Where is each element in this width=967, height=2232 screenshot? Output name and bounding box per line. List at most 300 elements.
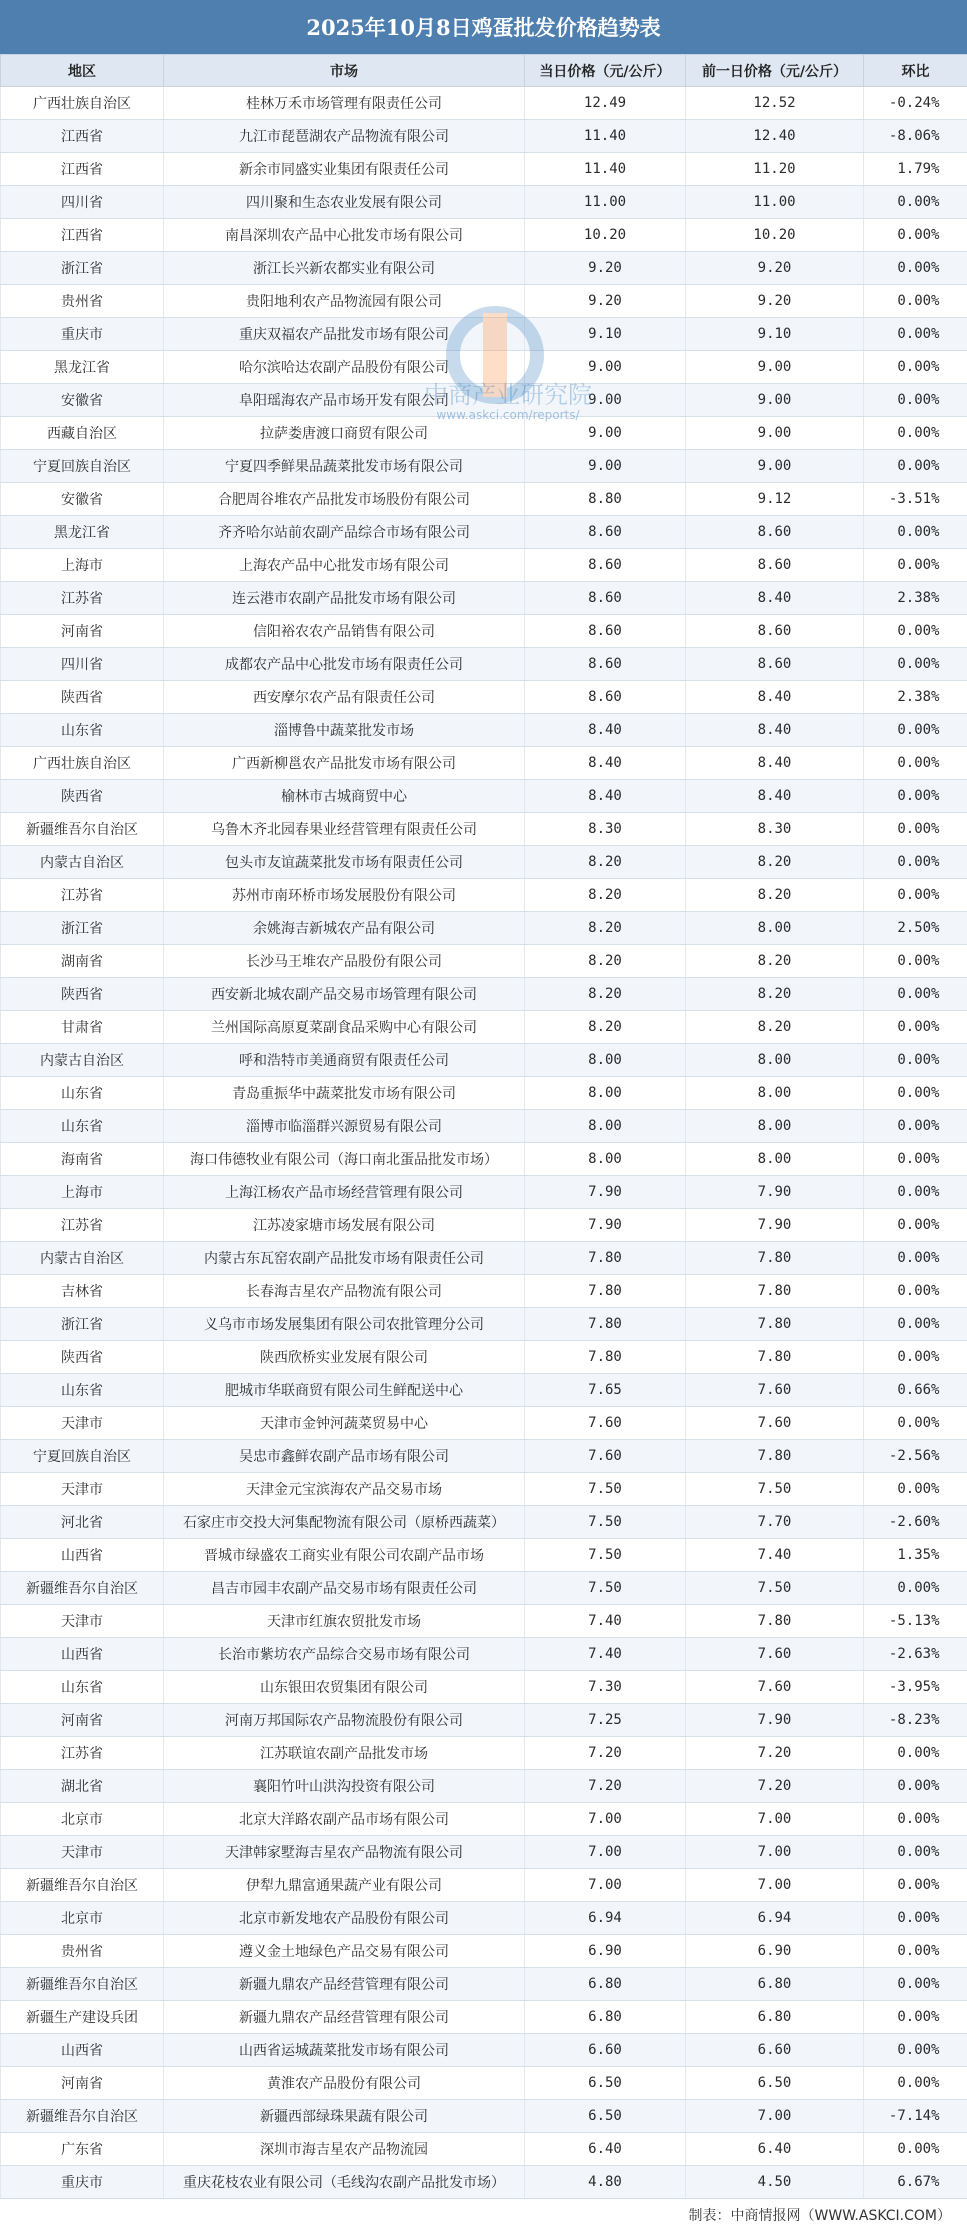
cell-prev-price: 8.60 [686, 549, 864, 582]
cell-prev-price: 7.50 [686, 1473, 864, 1506]
cell-change: -2.56% [864, 1440, 967, 1473]
cell-change: 0.00% [864, 516, 967, 549]
cell-prev-price: 6.94 [686, 1902, 864, 1935]
table-row [1, 1209, 967, 1242]
table-row [1, 1341, 967, 1374]
column-header-market: 市场 [164, 55, 525, 87]
cell-today-price: 7.00 [525, 1836, 686, 1869]
cell-change: 0.00% [864, 2133, 967, 2166]
cell-region: 山东省 [1, 714, 164, 747]
cell-change: 2.50% [864, 912, 967, 945]
cell-region: 四川省 [1, 186, 164, 219]
cell-change: 0.00% [864, 1209, 967, 1242]
cell-market: 伊犁九鼎富通果蔬产业有限公司 [164, 1869, 525, 1902]
cell-today-price: 8.60 [525, 681, 686, 714]
cell-market: 拉萨娄唐渡口商贸有限公司 [164, 417, 525, 450]
cell-prev-price: 7.80 [686, 1440, 864, 1473]
cell-region: 新疆维吾尔自治区 [1, 2100, 164, 2133]
table-row [1, 978, 967, 1011]
table-row [1, 879, 967, 912]
cell-change: 0.00% [864, 2001, 967, 2034]
cell-region: 安徽省 [1, 483, 164, 516]
cell-market: 新疆九鼎农产品经营管理有限公司 [164, 2001, 525, 2034]
cell-change: 0.00% [864, 1869, 967, 1902]
cell-region: 新疆生产建设兵团 [1, 2001, 164, 2034]
cell-change: -2.63% [864, 1638, 967, 1671]
cell-market: 上海江杨农产品市场经营管理有限公司 [164, 1176, 525, 1209]
cell-change: 0.00% [864, 318, 967, 351]
cell-change: 0.00% [864, 1143, 967, 1176]
cell-today-price: 8.60 [525, 582, 686, 615]
cell-region: 山东省 [1, 1077, 164, 1110]
cell-market: 北京市新发地农产品股份有限公司 [164, 1902, 525, 1935]
table-row [1, 1572, 967, 1605]
cell-change: -0.24% [864, 87, 967, 120]
table-row [1, 1473, 967, 1506]
cell-prev-price: 7.00 [686, 1869, 864, 1902]
cell-region: 西藏自治区 [1, 417, 164, 450]
cell-change: 0.00% [864, 1770, 967, 1803]
cell-region: 山西省 [1, 1539, 164, 1572]
cell-today-price: 7.80 [525, 1242, 686, 1275]
table-row [1, 516, 967, 549]
cell-prev-price: 9.20 [686, 285, 864, 318]
cell-prev-price: 8.40 [686, 681, 864, 714]
table-row [1, 1869, 967, 1902]
cell-market: 石家庄市交投大河集配物流有限公司（原桥西蔬菜） [164, 1506, 525, 1539]
cell-change: 0.00% [864, 1011, 967, 1044]
table-row [1, 912, 967, 945]
table-row [1, 87, 967, 120]
table-row [1, 1638, 967, 1671]
cell-prev-price: 7.80 [686, 1275, 864, 1308]
cell-change: 0.00% [864, 186, 967, 219]
cell-region: 天津市 [1, 1473, 164, 1506]
cell-today-price: 10.20 [525, 219, 686, 252]
cell-change: 0.00% [864, 1341, 967, 1374]
cell-region: 黑龙江省 [1, 351, 164, 384]
cell-prev-price: 7.90 [686, 1176, 864, 1209]
cell-prev-price: 11.00 [686, 186, 864, 219]
cell-today-price: 8.20 [525, 945, 686, 978]
cell-prev-price: 9.00 [686, 417, 864, 450]
cell-region: 山东省 [1, 1110, 164, 1143]
cell-today-price: 8.60 [525, 516, 686, 549]
cell-market: 呼和浩特市美通商贸有限责任公司 [164, 1044, 525, 1077]
cell-region: 新疆维吾尔自治区 [1, 1968, 164, 2001]
table-row [1, 186, 967, 219]
cell-today-price: 11.40 [525, 153, 686, 186]
cell-change: 1.35% [864, 1539, 967, 1572]
column-header-prev-price: 前一日价格（元/公斤） [686, 55, 864, 87]
cell-change: 6.67% [864, 2166, 967, 2199]
cell-change: 0.00% [864, 648, 967, 681]
cell-change: 0.00% [864, 1407, 967, 1440]
cell-prev-price: 8.20 [686, 879, 864, 912]
cell-prev-price: 7.60 [686, 1407, 864, 1440]
cell-prev-price: 7.60 [686, 1374, 864, 1407]
cell-change: 0.00% [864, 747, 967, 780]
column-header-region: 地区 [1, 55, 164, 87]
cell-change: -3.95% [864, 1671, 967, 1704]
cell-today-price: 6.90 [525, 1935, 686, 1968]
table-row [1, 219, 967, 252]
cell-prev-price: 8.40 [686, 747, 864, 780]
cell-prev-price: 6.50 [686, 2067, 864, 2100]
cell-market: 江苏联谊农副产品批发市场 [164, 1737, 525, 1770]
table-row [1, 681, 967, 714]
cell-prev-price: 10.20 [686, 219, 864, 252]
table-row [1, 1440, 967, 1473]
cell-market: 遵义金土地绿色产品交易有限公司 [164, 1935, 525, 1968]
cell-region: 吉林省 [1, 1275, 164, 1308]
cell-market: 吴忠市鑫鲜农副产品市场有限公司 [164, 1440, 525, 1473]
cell-today-price: 9.00 [525, 351, 686, 384]
cell-today-price: 7.80 [525, 1308, 686, 1341]
cell-today-price: 8.00 [525, 1110, 686, 1143]
cell-prev-price: 9.00 [686, 384, 864, 417]
cell-today-price: 7.20 [525, 1770, 686, 1803]
cell-region: 上海市 [1, 549, 164, 582]
cell-change: 0.00% [864, 1077, 967, 1110]
cell-today-price: 7.65 [525, 1374, 686, 1407]
cell-today-price: 12.49 [525, 87, 686, 120]
cell-region: 陕西省 [1, 978, 164, 1011]
cell-today-price: 8.20 [525, 846, 686, 879]
table-row [1, 2034, 967, 2067]
cell-today-price: 8.30 [525, 813, 686, 846]
cell-change: -8.23% [864, 1704, 967, 1737]
cell-region: 江苏省 [1, 582, 164, 615]
cell-market: 北京大洋路农副产品市场有限公司 [164, 1803, 525, 1836]
table-row [1, 2100, 967, 2133]
cell-change: 0.00% [864, 780, 967, 813]
cell-change: 0.66% [864, 1374, 967, 1407]
cell-region: 北京市 [1, 1803, 164, 1836]
cell-prev-price: 8.40 [686, 582, 864, 615]
cell-change: 0.00% [864, 351, 967, 384]
cell-today-price: 9.00 [525, 450, 686, 483]
cell-change: 0.00% [864, 945, 967, 978]
cell-today-price: 8.80 [525, 483, 686, 516]
cell-today-price: 7.50 [525, 1572, 686, 1605]
cell-today-price: 7.20 [525, 1737, 686, 1770]
cell-prev-price: 12.52 [686, 87, 864, 120]
table-row [1, 153, 967, 186]
cell-prev-price: 12.40 [686, 120, 864, 153]
cell-today-price: 7.40 [525, 1638, 686, 1671]
source-note: 制表：中商情报网（WWW.ASKCI.COM） [688, 2208, 951, 2224]
cell-today-price: 7.80 [525, 1341, 686, 1374]
cell-today-price: 7.60 [525, 1407, 686, 1440]
cell-prev-price: 7.90 [686, 1209, 864, 1242]
cell-market: 信阳裕农农产品销售有限公司 [164, 615, 525, 648]
cell-change: 0.00% [864, 1572, 967, 1605]
cell-region: 广东省 [1, 2133, 164, 2166]
cell-prev-price: 9.10 [686, 318, 864, 351]
cell-region: 四川省 [1, 648, 164, 681]
cell-prev-price: 7.20 [686, 1770, 864, 1803]
cell-region: 宁夏回族自治区 [1, 1440, 164, 1473]
cell-prev-price: 6.60 [686, 2034, 864, 2067]
table-title: 2025年10月8日鸡蛋批发价格趋势表 [0, 0, 967, 54]
cell-change: 0.00% [864, 252, 967, 285]
table-row [1, 1242, 967, 1275]
cell-prev-price: 8.00 [686, 1110, 864, 1143]
cell-market: 新余市同盛实业集团有限责任公司 [164, 153, 525, 186]
cell-market: 浙江长兴新农都实业有限公司 [164, 252, 525, 285]
cell-market: 江苏凌家塘市场发展有限公司 [164, 1209, 525, 1242]
cell-prev-price: 9.00 [686, 450, 864, 483]
cell-prev-price: 7.00 [686, 2100, 864, 2133]
table-row [1, 1605, 967, 1638]
cell-region: 贵州省 [1, 1935, 164, 1968]
cell-region: 江苏省 [1, 1209, 164, 1242]
cell-prev-price: 8.00 [686, 1044, 864, 1077]
cell-prev-price: 11.20 [686, 153, 864, 186]
cell-today-price: 6.94 [525, 1902, 686, 1935]
cell-change: -2.60% [864, 1506, 967, 1539]
table-row [1, 2133, 967, 2166]
cell-today-price: 8.20 [525, 879, 686, 912]
cell-prev-price: 8.20 [686, 945, 864, 978]
cell-today-price: 6.80 [525, 1968, 686, 2001]
cell-today-price: 9.20 [525, 285, 686, 318]
cell-market: 山西省运城蔬菜批发市场有限公司 [164, 2034, 525, 2067]
cell-today-price: 7.40 [525, 1605, 686, 1638]
cell-prev-price: 7.00 [686, 1836, 864, 1869]
cell-change: 0.00% [864, 1902, 967, 1935]
cell-region: 陕西省 [1, 1341, 164, 1374]
cell-region: 江西省 [1, 219, 164, 252]
cell-today-price: 9.00 [525, 417, 686, 450]
cell-market: 西安新北城农副产品交易市场管理有限公司 [164, 978, 525, 1011]
cell-today-price: 6.60 [525, 2034, 686, 2067]
cell-region: 天津市 [1, 1605, 164, 1638]
cell-market: 兰州国际高原夏菜副食品采购中心有限公司 [164, 1011, 525, 1044]
cell-prev-price: 6.80 [686, 2001, 864, 2034]
cell-change: 0.00% [864, 879, 967, 912]
cell-region: 安徽省 [1, 384, 164, 417]
cell-today-price: 8.40 [525, 780, 686, 813]
cell-today-price: 9.00 [525, 384, 686, 417]
cell-market: 淄博鲁中蔬菜批发市场 [164, 714, 525, 747]
cell-prev-price: 8.00 [686, 1077, 864, 1110]
cell-today-price: 9.20 [525, 252, 686, 285]
cell-change: 0.00% [864, 450, 967, 483]
cell-prev-price: 7.80 [686, 1308, 864, 1341]
cell-prev-price: 7.90 [686, 1704, 864, 1737]
cell-market: 重庆双福农产品批发市场有限公司 [164, 318, 525, 351]
column-header-today-price: 当日价格（元/公斤） [525, 55, 686, 87]
cell-change: 0.00% [864, 1275, 967, 1308]
cell-change: 0.00% [864, 549, 967, 582]
table-row [1, 120, 967, 153]
cell-today-price: 6.50 [525, 2067, 686, 2100]
cell-market: 苏州市南环桥市场发展股份有限公司 [164, 879, 525, 912]
cell-prev-price: 7.80 [686, 1341, 864, 1374]
cell-market: 南昌深圳农产品中心批发市场有限公司 [164, 219, 525, 252]
cell-today-price: 7.50 [525, 1506, 686, 1539]
cell-prev-price: 7.40 [686, 1539, 864, 1572]
cell-region: 重庆市 [1, 2166, 164, 2199]
cell-region: 贵州省 [1, 285, 164, 318]
cell-prev-price: 7.50 [686, 1572, 864, 1605]
cell-region: 湖北省 [1, 1770, 164, 1803]
cell-region: 河南省 [1, 1704, 164, 1737]
table-row [1, 2166, 967, 2199]
cell-market: 深圳市海吉星农产品物流园 [164, 2133, 525, 2166]
cell-market: 九江市琵琶湖农产品物流有限公司 [164, 120, 525, 153]
cell-region: 江西省 [1, 120, 164, 153]
cell-prev-price: 9.12 [686, 483, 864, 516]
table-row [1, 582, 967, 615]
cell-change: 0.00% [864, 1176, 967, 1209]
cell-region: 山西省 [1, 1638, 164, 1671]
cell-region: 江西省 [1, 153, 164, 186]
cell-region: 河北省 [1, 1506, 164, 1539]
cell-today-price: 8.20 [525, 912, 686, 945]
table-row [1, 1803, 967, 1836]
cell-change: 0.00% [864, 1110, 967, 1143]
table-row [1, 1968, 967, 2001]
header-row [1, 55, 967, 87]
cell-prev-price: 7.60 [686, 1638, 864, 1671]
cell-today-price: 8.00 [525, 1077, 686, 1110]
cell-change: 0.00% [864, 2034, 967, 2067]
cell-market: 广西新柳邕农产品批发市场有限公司 [164, 747, 525, 780]
cell-prev-price: 4.50 [686, 2166, 864, 2199]
cell-market: 阜阳瑶海农产品市场开发有限公司 [164, 384, 525, 417]
cell-prev-price: 8.30 [686, 813, 864, 846]
cell-today-price: 4.80 [525, 2166, 686, 2199]
cell-today-price: 8.60 [525, 549, 686, 582]
table-row [1, 1110, 967, 1143]
watermark-name: 中商产业研究院 [424, 381, 592, 409]
column-header-change: 环比 [864, 55, 967, 87]
cell-prev-price: 7.80 [686, 1605, 864, 1638]
cell-market: 河南万邦国际农产品物流股份有限公司 [164, 1704, 525, 1737]
cell-prev-price: 8.60 [686, 615, 864, 648]
cell-prev-price: 7.00 [686, 1803, 864, 1836]
table-row [1, 450, 967, 483]
cell-today-price: 8.40 [525, 747, 686, 780]
cell-market: 重庆花枝农业有限公司（毛线沟农副产品批发市场） [164, 2166, 525, 2199]
cell-market: 海口伟德牧业有限公司（海口南北蛋品批发市场） [164, 1143, 525, 1176]
cell-region: 北京市 [1, 1902, 164, 1935]
cell-region: 河南省 [1, 2067, 164, 2100]
cell-prev-price: 8.40 [686, 714, 864, 747]
cell-market: 连云港市农副产品批发市场有限公司 [164, 582, 525, 615]
cell-change: 0.00% [864, 384, 967, 417]
table-row [1, 1770, 967, 1803]
cell-region: 江苏省 [1, 879, 164, 912]
cell-region: 天津市 [1, 1407, 164, 1440]
table-row [1, 1539, 967, 1572]
cell-market: 哈尔滨哈达农副产品股份有限公司 [164, 351, 525, 384]
cell-market: 陕西欣桥实业发展有限公司 [164, 1341, 525, 1374]
cell-market: 天津韩家墅海吉星农产品物流有限公司 [164, 1836, 525, 1869]
cell-region: 陕西省 [1, 681, 164, 714]
cell-today-price: 8.60 [525, 648, 686, 681]
cell-today-price: 7.25 [525, 1704, 686, 1737]
cell-market: 包头市友谊蔬菜批发市场有限责任公司 [164, 846, 525, 879]
cell-market: 青岛重振华中蔬菜批发市场有限公司 [164, 1077, 525, 1110]
cell-today-price: 7.50 [525, 1473, 686, 1506]
table-row [1, 1044, 967, 1077]
table-row [1, 285, 967, 318]
cell-market: 天津市金钟河蔬菜贸易中心 [164, 1407, 525, 1440]
table-row [1, 648, 967, 681]
cell-market: 上海农产品中心批发市场有限公司 [164, 549, 525, 582]
cell-region: 新疆维吾尔自治区 [1, 813, 164, 846]
table-row [1, 1407, 967, 1440]
cell-today-price: 11.00 [525, 186, 686, 219]
cell-today-price: 6.80 [525, 2001, 686, 2034]
cell-change: 0.00% [864, 1308, 967, 1341]
cell-region: 浙江省 [1, 1308, 164, 1341]
cell-change: 0.00% [864, 1935, 967, 1968]
table-row [1, 1836, 967, 1869]
cell-prev-price: 8.20 [686, 1011, 864, 1044]
cell-market: 合肥周谷堆农产品批发市场股份有限公司 [164, 483, 525, 516]
cell-change: -8.06% [864, 120, 967, 153]
cell-market: 西安摩尔农产品有限责任公司 [164, 681, 525, 714]
cell-market: 长治市紫坊农产品综合交易市场有限公司 [164, 1638, 525, 1671]
table-row [1, 813, 967, 846]
table-row [1, 1671, 967, 1704]
table-row [1, 1902, 967, 1935]
cell-change: -5.13% [864, 1605, 967, 1638]
cell-prev-price: 8.20 [686, 846, 864, 879]
cell-region: 广西壮族自治区 [1, 87, 164, 120]
table-row [1, 1176, 967, 1209]
cell-region: 山西省 [1, 2034, 164, 2067]
cell-prev-price: 6.40 [686, 2133, 864, 2166]
cell-region: 陕西省 [1, 780, 164, 813]
cell-market: 新疆九鼎农产品经营管理有限公司 [164, 1968, 525, 2001]
cell-change: -7.14% [864, 2100, 967, 2133]
cell-region: 浙江省 [1, 252, 164, 285]
cell-today-price: 9.10 [525, 318, 686, 351]
table-row [1, 1704, 967, 1737]
cell-today-price: 8.20 [525, 978, 686, 1011]
cell-market: 义乌市市场发展集团有限公司农批管理分公司 [164, 1308, 525, 1341]
cell-market: 长沙马王堆农产品股份有限公司 [164, 945, 525, 978]
cell-region: 甘肃省 [1, 1011, 164, 1044]
table-row [1, 1275, 967, 1308]
cell-region: 宁夏回族自治区 [1, 450, 164, 483]
table-row [1, 1737, 967, 1770]
cell-change: 0.00% [864, 1473, 967, 1506]
table-row [1, 714, 967, 747]
cell-region: 河南省 [1, 615, 164, 648]
cell-prev-price: 7.20 [686, 1737, 864, 1770]
table-row [1, 2001, 967, 2034]
cell-market: 榆林市古城商贸中心 [164, 780, 525, 813]
cell-region: 江苏省 [1, 1737, 164, 1770]
cell-region: 内蒙古自治区 [1, 1044, 164, 1077]
cell-market: 天津金元宝滨海农产品交易市场 [164, 1473, 525, 1506]
cell-prev-price: 6.80 [686, 1968, 864, 2001]
cell-today-price: 8.60 [525, 615, 686, 648]
table-row [1, 318, 967, 351]
cell-market: 晋城市绿盛农工商实业有限公司农副产品市场 [164, 1539, 525, 1572]
table-row [1, 252, 967, 285]
cell-market: 乌鲁木齐北园春果业经营管理有限责任公司 [164, 813, 525, 846]
cell-market: 天津市红旗农贸批发市场 [164, 1605, 525, 1638]
cell-change: 0.00% [864, 846, 967, 879]
